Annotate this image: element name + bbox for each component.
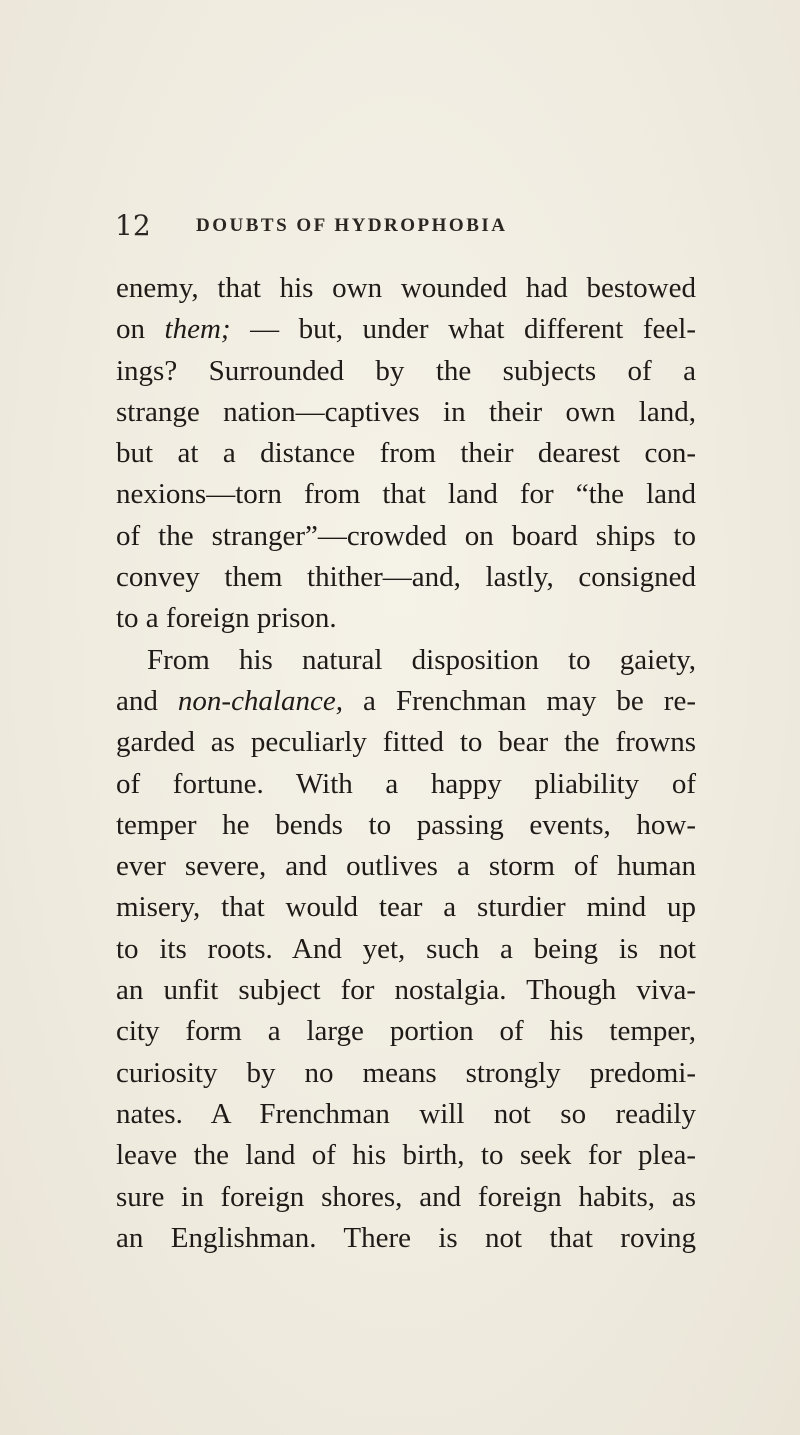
italic-text: non-chalance,	[177, 684, 343, 717]
text-line	[116, 351, 696, 392]
text-line	[116, 1135, 696, 1176]
text-line	[116, 640, 696, 681]
text-segment: temper he bends to passing events, how-	[116, 808, 696, 841]
text-line	[116, 268, 696, 309]
text-segment: convey them thither—and, lastly, consigned	[116, 561, 696, 594]
text-segment: curiosity by no means strongly predomi-	[116, 1056, 696, 1089]
text-segment: an Englishman. There is not that roving	[116, 1221, 696, 1254]
text-segment: to its roots. And yet, such a being is not	[116, 932, 696, 965]
text-segment: a Frenchman may be re-	[343, 684, 696, 717]
text-line	[116, 516, 696, 557]
text-line	[116, 846, 696, 887]
text-line	[116, 309, 696, 350]
page-header-title: DOUBTS OF HYDROPHOBIA	[196, 215, 508, 236]
text-segment: leave the land of his birth, to seek for plea-	[116, 1139, 696, 1172]
text-line	[116, 722, 696, 763]
text-segment: city form a large portion of his temper,	[116, 1015, 696, 1048]
text-line	[116, 1011, 696, 1052]
text-line	[116, 1053, 696, 1094]
text-line	[116, 598, 696, 639]
text-segment: nates. A Frenchman will not so readily	[116, 1097, 696, 1130]
text-segment: garded as peculiarly fitted to bear the frowns	[116, 726, 696, 759]
italic-text: them;	[164, 313, 231, 346]
text-segment: ever severe, and outlives a storm of human	[116, 850, 696, 883]
text-line	[116, 970, 696, 1011]
text-segment: and	[116, 684, 178, 717]
text-segment: of fortune. With a happy pliability of	[116, 767, 696, 800]
text-segment: of the stranger”—crowded on board ships to	[116, 519, 696, 552]
body-text	[116, 268, 696, 1259]
text-line	[116, 1218, 696, 1259]
page-number: 12	[115, 209, 151, 242]
text-line	[116, 805, 696, 846]
text-line	[116, 1177, 696, 1218]
text-line	[116, 474, 696, 515]
text-segment: From his natural disposition to gaiety,	[147, 643, 696, 676]
text-line	[116, 681, 696, 722]
text-line	[116, 1094, 696, 1135]
text-segment: ings? Surrounded by the subjects of a	[116, 354, 696, 387]
text-segment: nexions—torn from that land for “the land	[116, 478, 696, 511]
text-line	[116, 887, 696, 928]
text-segment: strange nation—captives in their own land,	[116, 395, 696, 428]
text-segment: to a foreign prison.	[116, 602, 337, 635]
text-segment: misery, that would tear a sturdier mind up	[116, 891, 696, 924]
text-segment: — but, under what different feel-	[230, 313, 696, 346]
text-line	[116, 557, 696, 598]
text-line	[116, 929, 696, 970]
text-segment: on	[116, 313, 165, 346]
text-segment: enemy, that his own wounded had bestowed	[116, 272, 696, 304]
running-head	[0, 206, 800, 246]
text-segment: sure in foreign shores, and foreign habits, as	[116, 1180, 696, 1213]
text-segment: an unfit subject for nostalgia. Though viva-	[116, 974, 696, 1007]
text-line	[116, 764, 696, 805]
text-line	[116, 392, 696, 433]
text-segment: but at a distance from their dearest con-	[116, 437, 696, 470]
text-line	[116, 433, 696, 474]
